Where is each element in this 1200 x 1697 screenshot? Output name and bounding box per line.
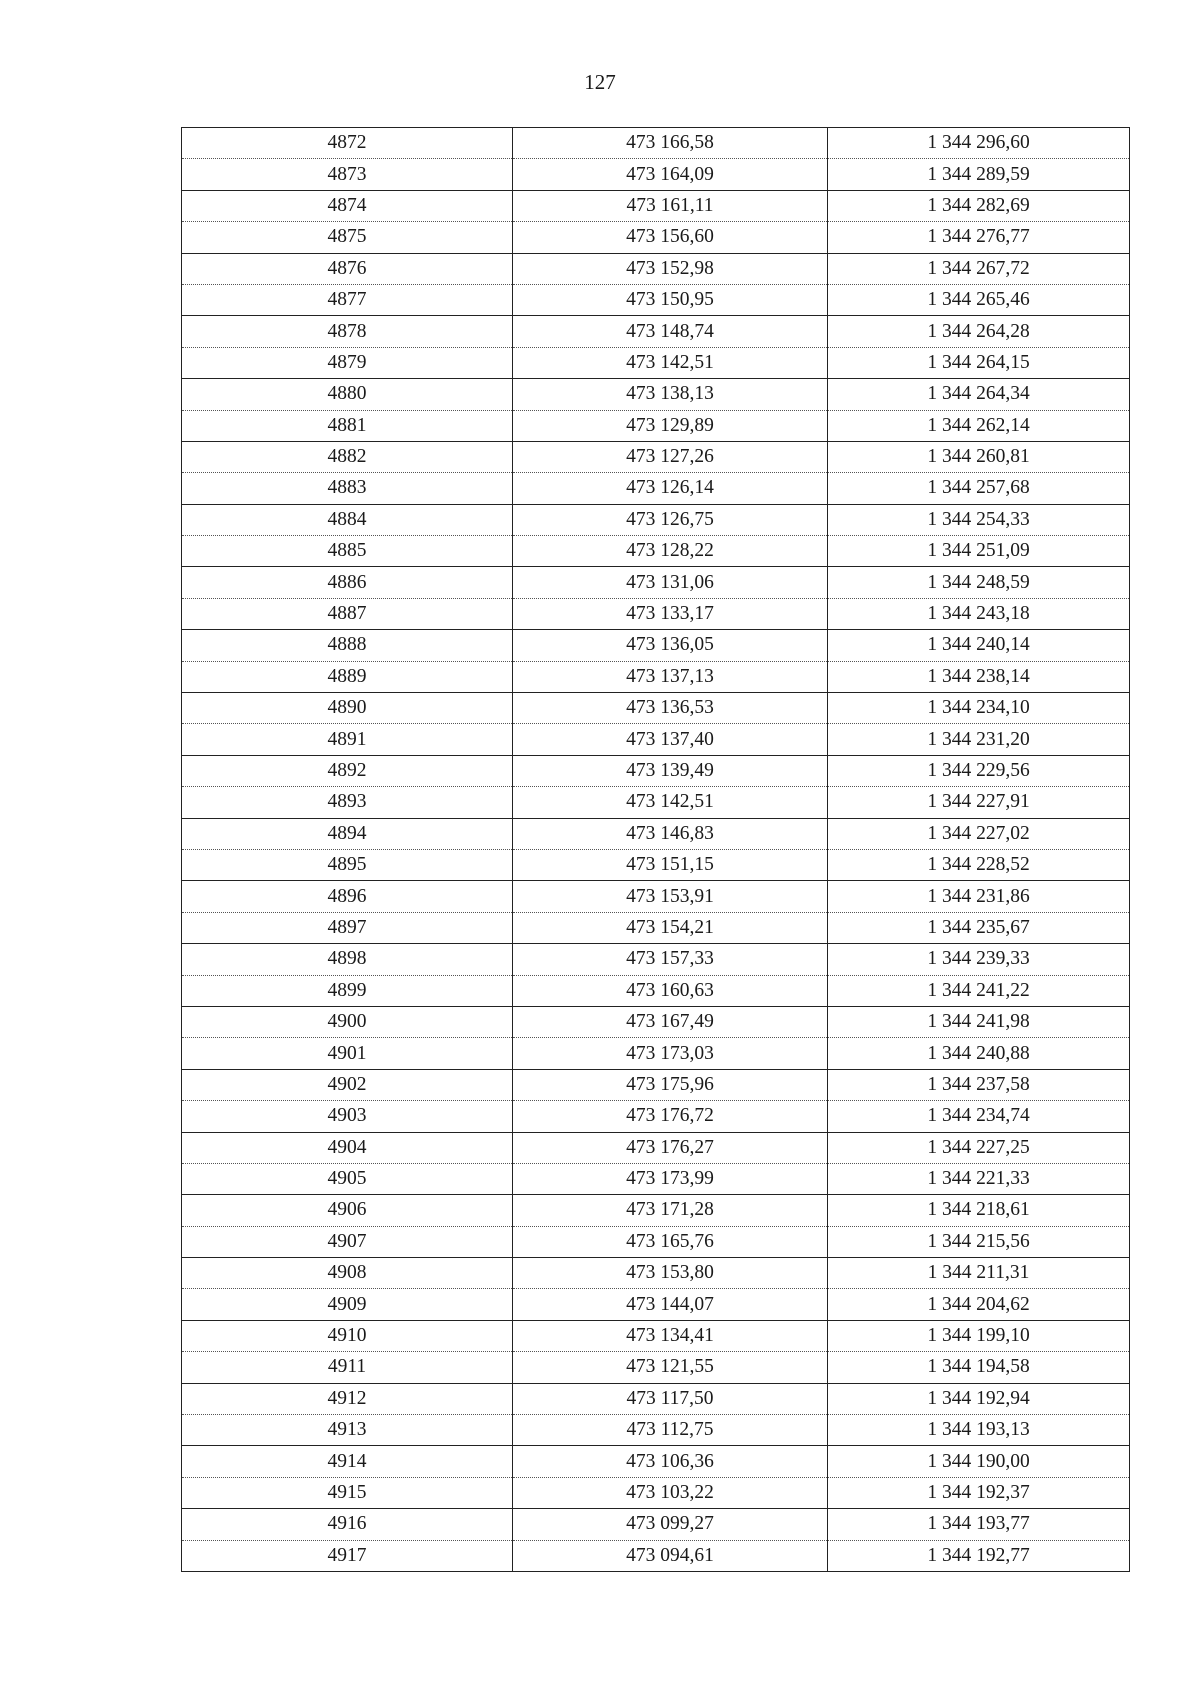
y-coordinate-cell: 1 344 190,00 [828, 1446, 1130, 1477]
table-row [182, 379, 1130, 410]
y-coordinate-cell: 1 344 237,58 [828, 1069, 1130, 1100]
x-coordinate-cell: 473 148,74 [513, 316, 828, 347]
table-row [182, 1477, 1130, 1508]
x-coordinate-cell: 473 133,17 [513, 598, 828, 629]
y-coordinate-cell: 1 344 192,37 [828, 1477, 1130, 1508]
point-number-cell: 4905 [182, 1163, 513, 1194]
x-coordinate-cell: 473 153,91 [513, 881, 828, 912]
table-row [182, 159, 1130, 190]
point-number-cell: 4882 [182, 441, 513, 472]
table-row [182, 284, 1130, 315]
point-number-cell: 4903 [182, 1101, 513, 1132]
table-row [182, 190, 1130, 221]
table-row [182, 693, 1130, 724]
point-number-cell: 4887 [182, 598, 513, 629]
table-row [182, 881, 1130, 912]
x-coordinate-cell: 473 137,13 [513, 661, 828, 692]
table-row [182, 975, 1130, 1006]
x-coordinate-cell: 473 126,75 [513, 504, 828, 535]
y-coordinate-cell: 1 344 276,77 [828, 222, 1130, 253]
table-row [182, 1320, 1130, 1351]
y-coordinate-cell: 1 344 194,58 [828, 1352, 1130, 1383]
x-coordinate-cell: 473 176,72 [513, 1101, 828, 1132]
table-row [182, 1383, 1130, 1414]
y-coordinate-cell: 1 344 192,94 [828, 1383, 1130, 1414]
y-coordinate-cell: 1 344 235,67 [828, 912, 1130, 943]
point-number-cell: 4896 [182, 881, 513, 912]
x-coordinate-cell: 473 173,03 [513, 1038, 828, 1069]
x-coordinate-cell: 473 154,21 [513, 912, 828, 943]
point-number-cell: 4886 [182, 567, 513, 598]
y-coordinate-cell: 1 344 264,15 [828, 347, 1130, 378]
x-coordinate-cell: 473 117,50 [513, 1383, 828, 1414]
x-coordinate-cell: 473 161,11 [513, 190, 828, 221]
point-number-cell: 4910 [182, 1320, 513, 1351]
y-coordinate-cell: 1 344 296,60 [828, 128, 1130, 159]
table-row [182, 1226, 1130, 1257]
table-row [182, 316, 1130, 347]
point-number-cell: 4913 [182, 1415, 513, 1446]
x-coordinate-cell: 473 171,28 [513, 1195, 828, 1226]
point-number-cell: 4911 [182, 1352, 513, 1383]
point-number-cell: 4875 [182, 222, 513, 253]
point-number-cell: 4884 [182, 504, 513, 535]
table-row [182, 787, 1130, 818]
y-coordinate-cell: 1 344 282,69 [828, 190, 1130, 221]
x-coordinate-cell: 473 138,13 [513, 379, 828, 410]
y-coordinate-cell: 1 344 248,59 [828, 567, 1130, 598]
table-row [182, 630, 1130, 661]
table-row [182, 1101, 1130, 1132]
y-coordinate-cell: 1 344 267,72 [828, 253, 1130, 284]
point-number-cell: 4897 [182, 912, 513, 943]
x-coordinate-cell: 473 176,27 [513, 1132, 828, 1163]
point-number-cell: 4895 [182, 849, 513, 880]
table-row [182, 1069, 1130, 1100]
y-coordinate-cell: 1 344 238,14 [828, 661, 1130, 692]
table-row [182, 1195, 1130, 1226]
point-number-cell: 4892 [182, 755, 513, 786]
y-coordinate-cell: 1 344 221,33 [828, 1163, 1130, 1194]
table-row [182, 724, 1130, 755]
y-coordinate-cell: 1 344 218,61 [828, 1195, 1130, 1226]
y-coordinate-cell: 1 344 262,14 [828, 410, 1130, 441]
x-coordinate-cell: 473 121,55 [513, 1352, 828, 1383]
point-number-cell: 4906 [182, 1195, 513, 1226]
y-coordinate-cell: 1 344 192,77 [828, 1540, 1130, 1571]
point-number-cell: 4872 [182, 128, 513, 159]
y-coordinate-cell: 1 344 264,34 [828, 379, 1130, 410]
point-number-cell: 4908 [182, 1258, 513, 1289]
table-row [182, 944, 1130, 975]
y-coordinate-cell: 1 344 204,62 [828, 1289, 1130, 1320]
y-coordinate-cell: 1 344 231,86 [828, 881, 1130, 912]
x-coordinate-cell: 473 142,51 [513, 787, 828, 818]
x-coordinate-cell: 473 128,22 [513, 536, 828, 567]
table-row [182, 598, 1130, 629]
point-number-cell: 4912 [182, 1383, 513, 1414]
y-coordinate-cell: 1 344 193,13 [828, 1415, 1130, 1446]
x-coordinate-cell: 473 144,07 [513, 1289, 828, 1320]
table-row [182, 1163, 1130, 1194]
point-number-cell: 4876 [182, 253, 513, 284]
y-coordinate-cell: 1 344 241,98 [828, 1006, 1130, 1037]
y-coordinate-cell: 1 344 227,91 [828, 787, 1130, 818]
x-coordinate-cell: 473 136,05 [513, 630, 828, 661]
table-row [182, 1038, 1130, 1069]
table-row [182, 849, 1130, 880]
y-coordinate-cell: 1 344 254,33 [828, 504, 1130, 535]
point-number-cell: 4898 [182, 944, 513, 975]
y-coordinate-cell: 1 344 240,88 [828, 1038, 1130, 1069]
y-coordinate-cell: 1 344 231,20 [828, 724, 1130, 755]
x-coordinate-cell: 473 139,49 [513, 755, 828, 786]
point-number-cell: 4891 [182, 724, 513, 755]
y-coordinate-cell: 1 344 229,56 [828, 755, 1130, 786]
table-row [182, 567, 1130, 598]
x-coordinate-cell: 473 094,61 [513, 1540, 828, 1571]
coordinates-table [181, 127, 1130, 1572]
y-coordinate-cell: 1 344 193,77 [828, 1509, 1130, 1540]
y-coordinate-cell: 1 344 257,68 [828, 473, 1130, 504]
page-number: 127 [584, 70, 616, 94]
x-coordinate-cell: 473 126,14 [513, 473, 828, 504]
y-coordinate-cell: 1 344 289,59 [828, 159, 1130, 190]
point-number-cell: 4916 [182, 1509, 513, 1540]
table-row [182, 1415, 1130, 1446]
x-coordinate-cell: 473 157,33 [513, 944, 828, 975]
point-number-cell: 4915 [182, 1477, 513, 1508]
y-coordinate-cell: 1 344 260,81 [828, 441, 1130, 472]
table-row [182, 253, 1130, 284]
table-row [182, 1540, 1130, 1571]
y-coordinate-cell: 1 344 227,25 [828, 1132, 1130, 1163]
x-coordinate-cell: 473 156,60 [513, 222, 828, 253]
x-coordinate-cell: 473 166,58 [513, 128, 828, 159]
point-number-cell: 4893 [182, 787, 513, 818]
point-number-cell: 4914 [182, 1446, 513, 1477]
x-coordinate-cell: 473 173,99 [513, 1163, 828, 1194]
table-row [182, 347, 1130, 378]
x-coordinate-cell: 473 127,26 [513, 441, 828, 472]
table-row [182, 661, 1130, 692]
point-number-cell: 4878 [182, 316, 513, 347]
y-coordinate-cell: 1 344 240,14 [828, 630, 1130, 661]
table-row [182, 912, 1130, 943]
x-coordinate-cell: 473 150,95 [513, 284, 828, 315]
point-number-cell: 4880 [182, 379, 513, 410]
x-coordinate-cell: 473 136,53 [513, 693, 828, 724]
x-coordinate-cell: 473 151,15 [513, 849, 828, 880]
table-row [182, 1509, 1130, 1540]
table-row [182, 222, 1130, 253]
coordinates-table-body [182, 128, 1130, 1572]
y-coordinate-cell: 1 344 228,52 [828, 849, 1130, 880]
y-coordinate-cell: 1 344 199,10 [828, 1320, 1130, 1351]
y-coordinate-cell: 1 344 241,22 [828, 975, 1130, 1006]
point-number-cell: 4873 [182, 159, 513, 190]
point-number-cell: 4877 [182, 284, 513, 315]
y-coordinate-cell: 1 344 227,02 [828, 818, 1130, 849]
point-number-cell: 4909 [182, 1289, 513, 1320]
x-coordinate-cell: 473 137,40 [513, 724, 828, 755]
point-number-cell: 4874 [182, 190, 513, 221]
point-number-cell: 4907 [182, 1226, 513, 1257]
y-coordinate-cell: 1 344 243,18 [828, 598, 1130, 629]
point-number-cell: 4881 [182, 410, 513, 441]
table-row [182, 1289, 1130, 1320]
x-coordinate-cell: 473 165,76 [513, 1226, 828, 1257]
y-coordinate-cell: 1 344 215,56 [828, 1226, 1130, 1257]
point-number-cell: 4904 [182, 1132, 513, 1163]
point-number-cell: 4902 [182, 1069, 513, 1100]
x-coordinate-cell: 473 164,09 [513, 159, 828, 190]
y-coordinate-cell: 1 344 264,28 [828, 316, 1130, 347]
point-number-cell: 4889 [182, 661, 513, 692]
table-row [182, 410, 1130, 441]
table-row [182, 1352, 1130, 1383]
y-coordinate-cell: 1 344 211,31 [828, 1258, 1130, 1289]
point-number-cell: 4890 [182, 693, 513, 724]
x-coordinate-cell: 473 142,51 [513, 347, 828, 378]
x-coordinate-cell: 473 129,89 [513, 410, 828, 441]
table-row [182, 1132, 1130, 1163]
x-coordinate-cell: 473 103,22 [513, 1477, 828, 1508]
table-row [182, 504, 1130, 535]
table-row [182, 536, 1130, 567]
table-row [182, 1006, 1130, 1037]
point-number-cell: 4900 [182, 1006, 513, 1037]
point-number-cell: 4879 [182, 347, 513, 378]
point-number-cell: 4888 [182, 630, 513, 661]
x-coordinate-cell: 473 131,06 [513, 567, 828, 598]
table-row [182, 1446, 1130, 1477]
x-coordinate-cell: 473 152,98 [513, 253, 828, 284]
point-number-cell: 4917 [182, 1540, 513, 1571]
point-number-cell: 4901 [182, 1038, 513, 1069]
y-coordinate-cell: 1 344 239,33 [828, 944, 1130, 975]
table-row [182, 1258, 1130, 1289]
point-number-cell: 4885 [182, 536, 513, 567]
x-coordinate-cell: 473 134,41 [513, 1320, 828, 1351]
table-row [182, 473, 1130, 504]
table-row [182, 441, 1130, 472]
table-row [182, 818, 1130, 849]
x-coordinate-cell: 473 167,49 [513, 1006, 828, 1037]
x-coordinate-cell: 473 099,27 [513, 1509, 828, 1540]
point-number-cell: 4883 [182, 473, 513, 504]
x-coordinate-cell: 473 106,36 [513, 1446, 828, 1477]
x-coordinate-cell: 473 112,75 [513, 1415, 828, 1446]
y-coordinate-cell: 1 344 234,10 [828, 693, 1130, 724]
y-coordinate-cell: 1 344 265,46 [828, 284, 1130, 315]
x-coordinate-cell: 473 175,96 [513, 1069, 828, 1100]
y-coordinate-cell: 1 344 251,09 [828, 536, 1130, 567]
table-row [182, 128, 1130, 159]
point-number-cell: 4894 [182, 818, 513, 849]
table-row [182, 755, 1130, 786]
x-coordinate-cell: 473 153,80 [513, 1258, 828, 1289]
x-coordinate-cell: 473 160,63 [513, 975, 828, 1006]
y-coordinate-cell: 1 344 234,74 [828, 1101, 1130, 1132]
x-coordinate-cell: 473 146,83 [513, 818, 828, 849]
point-number-cell: 4899 [182, 975, 513, 1006]
